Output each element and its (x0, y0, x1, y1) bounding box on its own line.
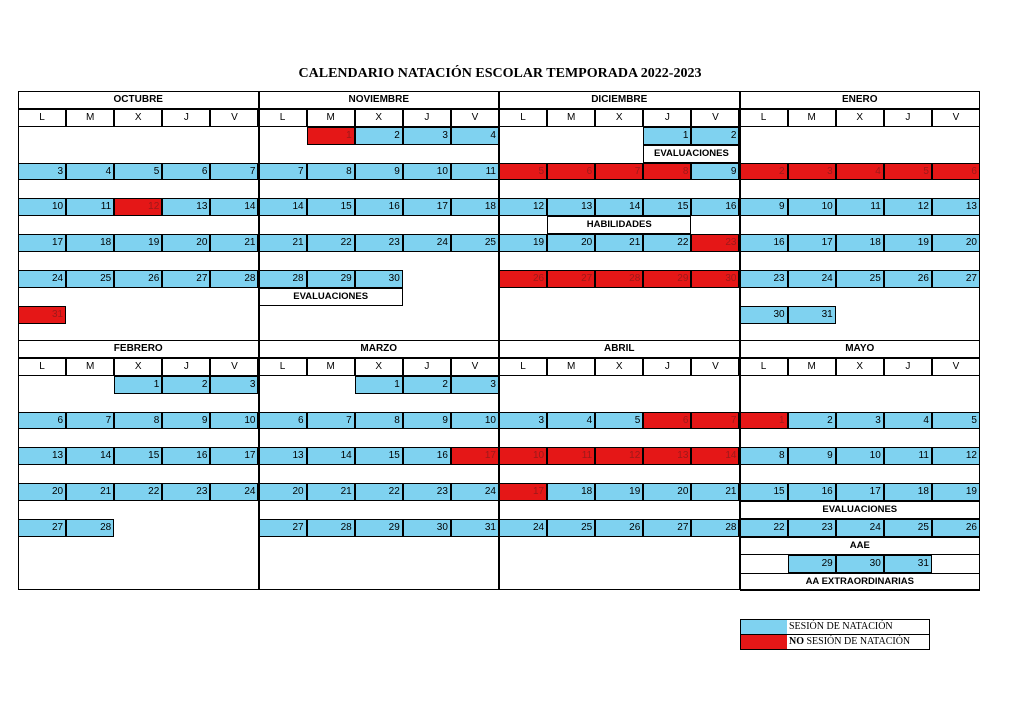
session-day: 30 (403, 519, 451, 537)
session-day: 24 (499, 519, 547, 537)
weekday-header: X (595, 109, 643, 127)
no-session-day: 12 (114, 198, 162, 216)
session-day: 23 (403, 483, 451, 501)
no-session-day: 14 (691, 447, 739, 465)
legend-no-session (740, 634, 930, 650)
session-day: 11 (884, 447, 932, 465)
session-day: 22 (643, 234, 691, 252)
session-day: 31 (451, 519, 499, 537)
no-session-day: 17 (451, 447, 499, 465)
session-day: 15 (307, 198, 355, 216)
session-day: 26 (595, 519, 643, 537)
session-day: 11 (66, 198, 114, 216)
session-day: 31 (788, 306, 836, 324)
no-session-day: 12 (595, 447, 643, 465)
no-session-day: 1 (740, 412, 788, 430)
session-day: 7 (66, 412, 114, 430)
weekday-header: X (114, 109, 162, 127)
session-day: 18 (451, 198, 499, 216)
session-day: 24 (788, 270, 836, 288)
weekday-header: M (547, 109, 595, 127)
weekday-header: X (836, 358, 884, 376)
weekday-header: X (355, 358, 403, 376)
session-day: 5 (932, 412, 980, 430)
session-day: 8 (740, 447, 788, 465)
session-day: 10 (836, 447, 884, 465)
session-day: 9 (355, 163, 403, 181)
no-session-day: 1 (307, 127, 355, 145)
session-day: 12 (932, 447, 980, 465)
legend-no-text: SESIÓN DE NATACIÓN (804, 636, 911, 647)
session-day: 30 (355, 270, 403, 288)
session-day: 3 (451, 376, 499, 394)
session-day: 25 (451, 234, 499, 252)
period-label: EVALUACIONES (740, 501, 981, 519)
weekday-header: V (932, 109, 980, 127)
session-day: 7 (307, 412, 355, 430)
session-day: 24 (836, 519, 884, 537)
session-day: 28 (66, 519, 114, 537)
weekday-header: L (259, 358, 307, 376)
session-day: 14 (307, 447, 355, 465)
weekday-header: L (740, 358, 788, 376)
session-day: 23 (740, 270, 788, 288)
no-session-day: 29 (643, 270, 691, 288)
session-day: 6 (259, 412, 307, 430)
weekday-header: J (162, 109, 210, 127)
session-day: 18 (884, 483, 932, 501)
session-day: 25 (884, 519, 932, 537)
session-day: 2 (162, 376, 210, 394)
session-day: 14 (66, 447, 114, 465)
month-name: OCTUBRE (18, 91, 259, 109)
weekday-header: J (884, 358, 932, 376)
no-session-day: 6 (547, 163, 595, 181)
weekday-header: J (643, 358, 691, 376)
weekday-header: X (836, 109, 884, 127)
session-day: 4 (547, 412, 595, 430)
session-day: 4 (884, 412, 932, 430)
session-day: 24 (403, 234, 451, 252)
weekday-header: L (499, 358, 547, 376)
session-day: 9 (691, 163, 739, 181)
session-day: 9 (788, 447, 836, 465)
session-day: 8 (307, 163, 355, 181)
session-day: 13 (547, 198, 595, 216)
session-day: 16 (691, 198, 739, 216)
month-name: NOVIEMBRE (259, 91, 500, 109)
session-day: 21 (691, 483, 739, 501)
session-day: 3 (836, 412, 884, 430)
session-day: 6 (162, 163, 210, 181)
weekday-header: L (18, 109, 66, 127)
session-swatch (741, 620, 787, 634)
session-day: 8 (355, 412, 403, 430)
session-day: 3 (18, 163, 66, 181)
session-day: 13 (259, 447, 307, 465)
weekday-header: J (643, 109, 691, 127)
no-session-day: 11 (547, 447, 595, 465)
session-day: 16 (355, 198, 403, 216)
weekday-header: V (691, 358, 739, 376)
session-day: 12 (884, 198, 932, 216)
session-day: 14 (595, 198, 643, 216)
weekday-header: J (884, 109, 932, 127)
weekday-header: L (499, 109, 547, 127)
session-day: 17 (403, 198, 451, 216)
session-day: 19 (499, 234, 547, 252)
session-day: 16 (740, 234, 788, 252)
no-session-day: 31 (18, 306, 66, 324)
weekday-header: M (66, 358, 114, 376)
session-day: 15 (114, 447, 162, 465)
session-day: 29 (788, 555, 836, 573)
weekday-header: V (932, 358, 980, 376)
weekday-header: V (210, 109, 258, 127)
session-day: 22 (740, 519, 788, 537)
period-label: AA EXTRAORDINARIAS (740, 573, 981, 591)
session-day: 6 (18, 412, 66, 430)
weekday-header: V (451, 358, 499, 376)
session-day: 20 (643, 483, 691, 501)
session-day: 20 (162, 234, 210, 252)
session-day: 21 (210, 234, 258, 252)
session-day: 29 (307, 270, 355, 288)
session-day: 27 (162, 270, 210, 288)
session-day: 4 (451, 127, 499, 145)
session-day: 15 (355, 447, 403, 465)
month-name: ENERO (740, 91, 981, 109)
session-day: 1 (643, 127, 691, 145)
weekday-header: M (788, 358, 836, 376)
weekday-header: L (18, 358, 66, 376)
session-day: 23 (162, 483, 210, 501)
session-day: 11 (836, 198, 884, 216)
no-session-day: 6 (643, 412, 691, 430)
session-day: 27 (18, 519, 66, 537)
session-day: 10 (451, 412, 499, 430)
session-day: 31 (884, 555, 932, 573)
session-day: 21 (595, 234, 643, 252)
session-day: 25 (547, 519, 595, 537)
session-day: 17 (836, 483, 884, 501)
month-name: MAYO (740, 340, 981, 358)
weekday-header: J (403, 358, 451, 376)
session-day: 9 (403, 412, 451, 430)
session-day: 20 (259, 483, 307, 501)
session-day: 27 (932, 270, 980, 288)
session-day: 26 (884, 270, 932, 288)
session-day: 9 (740, 198, 788, 216)
weekday-header: L (259, 109, 307, 127)
month-name: ABRIL (499, 340, 740, 358)
session-day: 17 (210, 447, 258, 465)
no-session-day: 3 (788, 163, 836, 181)
weekday-header: V (451, 109, 499, 127)
no-session-day: 17 (499, 483, 547, 501)
weekday-header: M (307, 109, 355, 127)
session-day: 7 (259, 163, 307, 181)
period-label: EVALUACIONES (643, 145, 739, 163)
session-day: 18 (66, 234, 114, 252)
no-session-day: 23 (691, 234, 739, 252)
session-day: 14 (259, 198, 307, 216)
month-name: DICIEMBRE (499, 91, 740, 109)
session-day: 19 (114, 234, 162, 252)
session-day: 5 (114, 163, 162, 181)
weekday-header: M (788, 109, 836, 127)
session-day: 2 (403, 376, 451, 394)
no-session-day: 6 (932, 163, 980, 181)
session-day: 20 (18, 483, 66, 501)
session-day: 17 (788, 234, 836, 252)
session-day: 29 (355, 519, 403, 537)
weekday-header: L (740, 109, 788, 127)
session-day: 27 (259, 519, 307, 537)
session-day: 9 (162, 412, 210, 430)
session-day: 1 (355, 376, 403, 394)
no-session-day: 7 (691, 412, 739, 430)
session-day: 14 (210, 198, 258, 216)
session-day: 10 (210, 412, 258, 430)
weekday-header: M (307, 358, 355, 376)
weekday-header: M (547, 358, 595, 376)
session-day: 15 (643, 198, 691, 216)
weekday-header: V (210, 358, 258, 376)
session-day: 16 (162, 447, 210, 465)
session-day: 4 (66, 163, 114, 181)
month-name: FEBRERO (18, 340, 259, 358)
calendar-title: CALENDARIO NATACIÓN ESCOLAR TEMPORADA 2022-2023 (298, 66, 702, 81)
session-day: 28 (307, 519, 355, 537)
session-day: 19 (595, 483, 643, 501)
no-session-day: 30 (691, 270, 739, 288)
session-day: 2 (691, 127, 739, 145)
no-session-day: 5 (884, 163, 932, 181)
session-day: 21 (307, 483, 355, 501)
session-day: 3 (210, 376, 258, 394)
session-day: 17 (18, 234, 66, 252)
session-day: 26 (114, 270, 162, 288)
weekday-header: X (114, 358, 162, 376)
no-session-day: 10 (499, 447, 547, 465)
legend-session (740, 619, 930, 635)
period-label: HABILIDADES (547, 216, 691, 234)
no-session-day: 5 (499, 163, 547, 181)
session-day: 22 (307, 234, 355, 252)
session-day: 26 (932, 519, 980, 537)
legend-no-prefix: NO (789, 636, 804, 647)
session-day: 24 (18, 270, 66, 288)
session-day: 18 (836, 234, 884, 252)
session-day: 30 (740, 306, 788, 324)
session-day: 7 (210, 163, 258, 181)
session-day: 20 (547, 234, 595, 252)
session-day: 11 (451, 163, 499, 181)
period-label: EVALUACIONES (259, 288, 403, 306)
session-day: 25 (66, 270, 114, 288)
no-session-day: 2 (740, 163, 788, 181)
session-day: 1 (114, 376, 162, 394)
session-day: 25 (836, 270, 884, 288)
session-day: 23 (355, 234, 403, 252)
legend-no-session-label (789, 635, 910, 649)
no-session-day: 26 (499, 270, 547, 288)
no-session-day: 27 (547, 270, 595, 288)
session-day: 12 (499, 198, 547, 216)
session-day: 15 (740, 483, 788, 501)
weekday-header: V (691, 109, 739, 127)
session-day: 28 (210, 270, 258, 288)
session-day: 16 (403, 447, 451, 465)
session-day: 23 (788, 519, 836, 537)
session-day: 13 (932, 198, 980, 216)
session-day: 28 (259, 270, 307, 288)
session-day: 8 (114, 412, 162, 430)
period-label: AAE (740, 537, 981, 555)
session-day: 2 (788, 412, 836, 430)
session-day: 22 (355, 483, 403, 501)
no-session-day: 28 (595, 270, 643, 288)
session-day: 27 (643, 519, 691, 537)
month-name: MARZO (259, 340, 500, 358)
no-session-day: 7 (595, 163, 643, 181)
session-day: 19 (884, 234, 932, 252)
session-day: 21 (259, 234, 307, 252)
session-day: 24 (451, 483, 499, 501)
no-session-day: 4 (836, 163, 884, 181)
session-day: 21 (66, 483, 114, 501)
weekday-header: X (595, 358, 643, 376)
no-session-day: 8 (643, 163, 691, 181)
session-day: 22 (114, 483, 162, 501)
session-day: 3 (499, 412, 547, 430)
session-day: 24 (210, 483, 258, 501)
weekday-header: X (355, 109, 403, 127)
session-day: 16 (788, 483, 836, 501)
no-session-day: 13 (643, 447, 691, 465)
session-day: 10 (788, 198, 836, 216)
session-day: 19 (932, 483, 980, 501)
session-day: 10 (403, 163, 451, 181)
legend-session-label: SESIÓN DE NATACIÓN (789, 621, 893, 632)
session-day: 5 (595, 412, 643, 430)
session-day: 28 (691, 519, 739, 537)
session-day: 30 (836, 555, 884, 573)
session-day: 10 (18, 198, 66, 216)
session-day: 2 (355, 127, 403, 145)
session-day: 18 (547, 483, 595, 501)
weekday-header: M (66, 109, 114, 127)
session-day: 3 (403, 127, 451, 145)
session-day: 20 (932, 234, 980, 252)
session-day: 13 (18, 447, 66, 465)
weekday-header: J (162, 358, 210, 376)
no-session-swatch (741, 635, 787, 649)
session-day: 13 (162, 198, 210, 216)
weekday-header: J (403, 109, 451, 127)
